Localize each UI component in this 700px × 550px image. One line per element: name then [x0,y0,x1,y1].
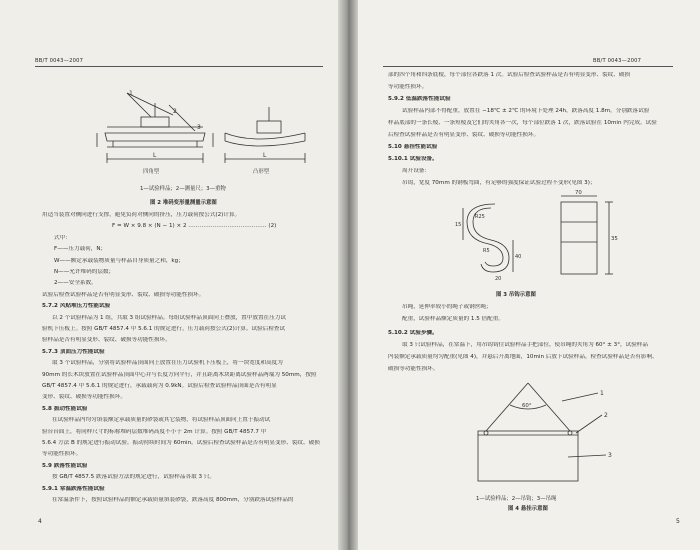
body-text-line: F = W × 9.8 × (N − 1) × 2 …………………………………… (2) [112,223,277,230]
body-text-line: 部的四个角和四条底棱，每个部位各跌落 1 次。试验后检查试验样品是否有明显变形、裂纹、破损 [388,72,631,78]
page-header: BB/T 0043—2007 [35,58,84,64]
section-heading: 5.8 振动性能试验 [42,405,88,412]
body-text-line: 验样品是否有明显变形、裂纹、破损等功能性损坏。 [42,337,171,344]
fig3-dim-r25: R25 [475,214,485,220]
fig3-dim-20: 20 [495,276,502,282]
body-text-line: 按 GB/T 4857.5 跌落试验方法的规定进行，试验样品各取 3 只。 [52,474,215,481]
page-number: 4 [38,518,42,525]
fig4-label-2: 2 [604,412,608,419]
section-heading: 5.10.2 试验步骤。 [388,330,438,336]
body-text-line: 样品底部的一条长棱、一条短棱及它们的夹角各一次，每个部位跌落 1 次，跌落试验在 10min 内完成。试验 [388,120,657,126]
body-text-line: 等功能性损坏。 [42,451,82,458]
fig3-dim-r5: R5 [483,248,490,254]
body-text-line: 在常温条件下，按照试验样品的额定承载质量填装砂袋，跌落高度 800mm，分别跌落试验样品的 [52,497,294,503]
body-text-line: 90mm 的长木块放置在试验样品顶面中心并与长度方向平行，并且距离木块距离试验样品两端为 50mm，按照 [42,371,317,378]
header-rule [35,66,323,67]
fig3-dim-40: 40 [515,254,522,260]
section-heading: 5.7.3 顶面压力性能试验 [42,348,105,355]
body-text-line: W——额定承载装物质量与样品自身质量之和，kg； [54,257,184,264]
body-text-line: 变形、裂纹、破损等功能性损坏。 [42,394,126,401]
figure-3-drawing [453,188,633,283]
section-heading: 5.9 跌落性能试验 [42,462,88,469]
figure-2-drawing [85,85,315,185]
body-text-line: 取 3 个试验样品，分别将试验样品顶面向上放置在压力试验机下压板上，将一块宽度和高度为 [52,360,283,367]
fig3-dim-15: 15 [455,222,462,228]
body-text-line: GB/T 4857.4 中 5.6.1 的规定进行，承载载荷为 0.9kN。试验后检查试验样品顶面是否有明显 [42,383,277,389]
body-text-line: 2——安全系数。 [54,280,97,287]
body-text-line: 式中： [54,234,71,241]
fig2-label-2: 2 [173,108,177,115]
fig2-label-1: 1 [129,90,133,97]
body-text-line: 内装额定承载质量均匀配重(见图 4)，并悬后升离地面，10min 后放下试验样品，检查试验样品是否有影响、 [388,354,658,360]
fig4-angle: 60° [522,403,532,409]
header-rule [383,66,673,67]
body-text-line: 破损等功能性损坏。 [388,366,439,372]
fig2-dim-right: L [263,152,267,159]
fig3-dim-height: 35 [611,236,618,242]
section-heading: 5.9.2 低温跌落性能试验 [388,96,451,102]
fig2-dim-left: L [153,152,157,159]
fig4-caption: 图 4 悬挂示意图 [508,506,548,512]
body-text-line: 吊绳，延伸率较小的绳子或钢丝绳； [402,304,492,310]
body-text-line: 在试验样品内均匀填装额定承载质量的砂袋或其它装物，将试验样品顶面向上置于振动试 [52,417,271,424]
body-text-line: 试验样品内部不得配重，放置在 −18℃ ± 2℃ 的环境下处理 24h，跌落高度 1.8m，分别跌落试验 [402,108,650,114]
fig3-caption: 图 3 吊钩示意图 [496,292,536,298]
section-heading: 5.10.1 试验设备。 [388,156,438,162]
page-number: 5 [676,518,680,525]
body-text-line: 取 3 只试验样品，在常温下，用吊钩钩住试验样品手把部位，使吊绳的夹角为 60° ± 3°，试验样品 [402,342,648,348]
fig2-caption: 图 2 堆码变形量测量示意图 [150,200,217,206]
fig4-legend: 1—试验样品；2—吊钩；3—吊绳 [476,496,557,502]
body-text-line: 配重，试验样品额定质量的 1.5 倍配重。 [402,316,504,322]
fig4-label-1: 1 [600,390,604,397]
body-text-line: 5.6.4 方法 B 的规定进行振动试验。振动持续时间为 60min。试验后检查试验样品是否有明显变形、裂纹、破损 [42,440,320,446]
body-text-line: 试验后检查试验样品是否有明显变形、裂纹、破损等功能性损坏。 [42,291,205,298]
page-header: BB/T 0043—2007 [593,58,642,64]
body-text-line: N——允许堆码的层数； [54,269,115,275]
body-text-line: 验台台面上，将同样尺寸的标称堆码层数堆码高度不小于 2m 计算。按照 GB/T 4857.7 中 [42,428,267,435]
body-text-line: F——压力载荷，N； [54,246,107,253]
body-text-line: 以 2 个试验样品为 1 组，共取 3 组试验样品。每组试验样品顶面向上叠放，置中放置在压力试 [52,314,286,321]
right-page [358,0,700,550]
fig2-sub-right: 凸形型 [253,169,270,175]
body-text-line: 后检查试验样品是否有明显变形、裂纹、破损等功能性损坏。 [388,132,540,138]
fig2-sub-left: 四角型 [143,169,160,175]
left-page [0,0,338,550]
body-text-line: 吊钩，宽度 70mm 的钢板弯曲，有足够的强度保证试验过程不变形(见图 3)； [402,180,596,186]
section-heading: 5.9.1 常温跌落性能试验 [42,485,105,492]
section-heading: 5.7.2 风贴堆压力性能试验 [42,303,111,310]
figure-4-drawing [468,375,638,490]
fig2-label-3: 3 [197,124,201,131]
fig2-legend: 1—试验样品；2—测量尺；3—重物 [140,186,226,192]
body-text-line: 等功能性损坏。 [388,84,428,90]
fig3-dim-width: 70 [575,190,582,196]
body-text-line: 周开设备： [402,168,430,174]
body-text-line: 用适当装置对侧向进行支撑，避免负荷对侧向的挤压，压力载荷按公式(2)计算。 [42,212,241,218]
book-gutter [338,0,358,550]
section-heading: 5.10 悬挂性能试验 [388,144,438,150]
body-text-line: 验机下压板上。按照 GB/T 4857.4 中 5.6.1 的规定进行，压力载荷按公式(2)计算。试验后检查试 [42,326,286,332]
fig4-label-3: 3 [608,452,612,459]
